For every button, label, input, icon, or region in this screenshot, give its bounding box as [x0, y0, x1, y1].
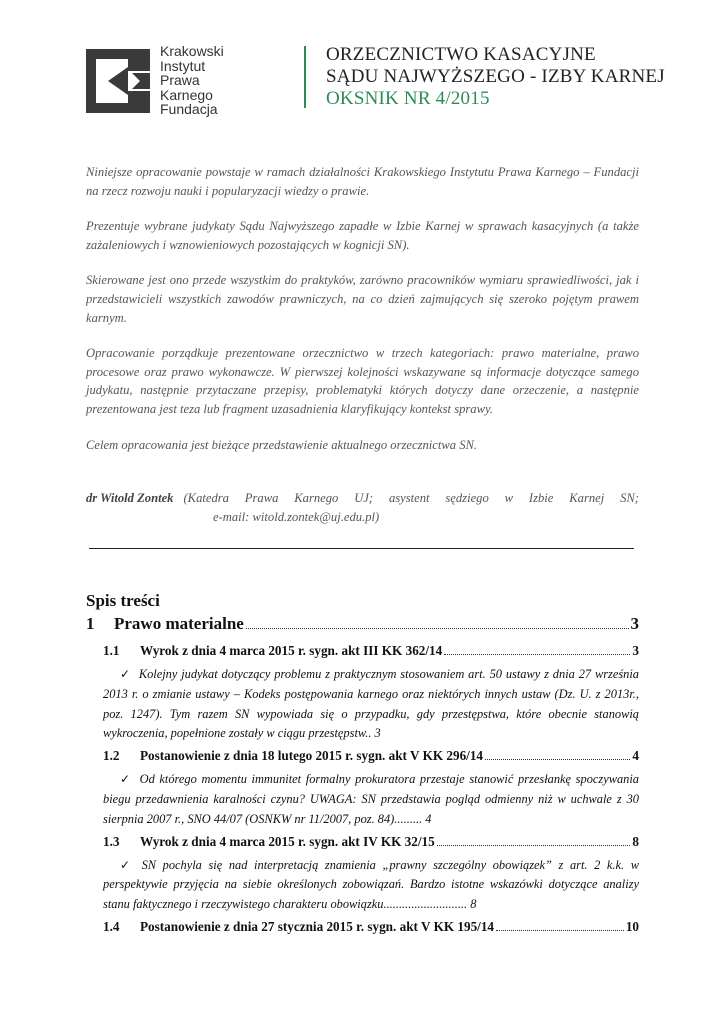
- header-divider: [304, 46, 306, 108]
- logo-line: Instytut: [160, 57, 206, 74]
- intro-paragraph: Skierowane jest ono przede wszystkim do praktyków, zarówno pracowników wymiaru sprawiedliwości, jak i przedstawicieli wszystkich zawodów prawniczych, na co dzień zajmujących się szeroko pojętym prawem karnym.: [86, 273, 639, 325]
- toc-leader-dots: [485, 759, 630, 760]
- table-of-contents: [86, 614, 639, 941]
- toc-page-number: 3: [632, 643, 639, 658]
- toc-entry-number: 1.3: [103, 833, 120, 849]
- toc-section-number: 1: [86, 614, 95, 633]
- logo-line: Fundacja: [160, 101, 218, 117]
- checkmark-icon: ✓: [120, 772, 132, 787]
- toc-page-number: 4: [632, 748, 639, 764]
- toc-entry-title: Wyrok z dnia 4 marca 2015 r. sygn. akt IV KK 32/15: [140, 833, 435, 849]
- logo-line: Karnego: [160, 86, 213, 103]
- checkmark-icon: ✓: [120, 667, 131, 681]
- toc-entry-title: Wyrok z dnia 4 marca 2015 r. sygn. akt III KK 362/14: [140, 643, 443, 658]
- toc-entry-number: 1.1: [103, 643, 120, 658]
- toc-leader-dots: [246, 628, 629, 629]
- intro-paragraph: Opracowanie porządkuje prezentowane orzecznictwo w trzech kategoriach: prawo materialne, prawo procesowe oraz prawo wykonawcze. W pierwszej kolejności wskazywane są informacje dotyczące samego judykatu, następnie przytaczane przepisy, problematyki których dotyczy dane orzeczenie, a następnie prezentowana jest teza lub fragment uzasadnienia klaryfikujący kontekst sprawy.: [86, 346, 639, 416]
- toc-heading: Spis treści: [86, 591, 160, 610]
- author-affiliation: (Katedra Prawa Karnego UJ; asystent sędziego w Izbie Karnej SN;: [183, 491, 639, 505]
- toc-entry-link[interactable]: [86, 834, 639, 856]
- title-line-2: SĄDU NAJWYŻSZEGO - IZBY KARNEJ: [326, 66, 665, 87]
- toc-leader-dots: [444, 654, 630, 655]
- toc-section-title: Prawo materialne: [114, 614, 244, 633]
- toc-entry-title: Postanowienie z dnia 27 stycznia 2015 r. sygn. akt V KK 195/14: [140, 918, 495, 934]
- toc-entry-number: 1.4: [103, 918, 120, 934]
- description-page: . 3: [368, 726, 381, 741]
- institute-name: [160, 44, 224, 117]
- intro-paragraph: Celem opracowania jest bieżące przedstawienie aktualnego orzecznictwa SN.: [86, 437, 478, 452]
- toc-entry-description[interactable]: [86, 665, 639, 744]
- document-title: [326, 44, 665, 110]
- intro-paragraph: Niniejsze opracowanie powstaje w ramach działalności Krakowskiego Instytutu Prawa Karnego – Fundacji na rzecz rozwoju nauki i popularyzacji wiedzy o prawie.: [86, 165, 639, 198]
- checkmark-icon: ✓: [120, 857, 134, 872]
- toc-entry-description[interactable]: [86, 770, 639, 829]
- description-text: SN pochyla się nad interpretacją znamienia „prawny szczególny obowiązek” z art. 2 k.k. w perspektywie przyjęcia na siebie określonych zobowiązań. Bardzo istotne wskazówki dotyczące analizy stanu faktycznego i rzeczywistego charakteru obowiązku: [103, 857, 639, 912]
- toc-entry-link[interactable]: [86, 748, 639, 770]
- toc-entry-number: 1.2: [103, 748, 120, 764]
- toc-page-number: 3: [630, 614, 639, 633]
- toc-leader-dots: [437, 845, 631, 846]
- toc-section-link[interactable]: [86, 614, 639, 639]
- toc-entry-link[interactable]: [86, 643, 639, 665]
- toc-entry-description[interactable]: [86, 856, 639, 915]
- institute-logo-icon: [86, 49, 150, 113]
- issue-number: OKSNIK NR 4/2015: [326, 88, 490, 109]
- intro-text: [86, 163, 639, 471]
- logo-line: Krakowski: [160, 43, 224, 59]
- toc-entry-title: Postanowienie z dnia 18 lutego 2015 r. sygn. akt V KK 296/14: [140, 748, 484, 764]
- author-email[interactable]: e-mail: witold.zontek@uj.edu.pl): [213, 509, 380, 524]
- logo-line: Prawa: [160, 72, 200, 88]
- separator-line: [89, 548, 634, 549]
- toc-page-number: 10: [625, 918, 639, 934]
- toc-leader-dots: [496, 930, 624, 931]
- description-text: Kolejny judykat dotyczący problemu z praktycznym stosowaniem art. 50 ustawy z dnia 27 września 2013 r. o zmianie ustawy – Kodeks postępowania karnego oraz niektórych innych ustaw (Dz. U. z 2013r., poz. 1247). Tym razem SN wypowiada się o przypadku, gdy przestępstwa, które obecnie stanowią wykroczenia, popełnione zostały w ciągu przestępstw.: [103, 667, 640, 741]
- toc-page-number: 8: [632, 833, 639, 849]
- author-name: dr Witold Zontek: [86, 491, 174, 505]
- description-page: ........................... 8: [383, 897, 477, 912]
- toc-entry-link[interactable]: [86, 919, 639, 941]
- title-line-1: ORZECZNICTWO KASACYJNE: [326, 44, 596, 65]
- description-page: ........ 4: [397, 811, 432, 826]
- description-text: Od którego momentu immunitet formalny prokuratora przestaje stanowić przesłankę spoczywania biegu przedawnienia karalności czynu? UWAGA: SN przedstawia pogląd odmienny niż w uchwale z 30 sierpnia 2007 r., SNO 44/07 (OSNKW nr 11/2007, poz. 84).: [103, 772, 640, 826]
- intro-paragraph: Prezentuje wybrane judykaty Sądu Najwyższego zapadłe w Izbie Karnej w sprawach kasacyjnych (a także zażaleniowych i wznowieniowych pozostających w kognicji SN).: [86, 219, 639, 252]
- author-block: [86, 489, 639, 526]
